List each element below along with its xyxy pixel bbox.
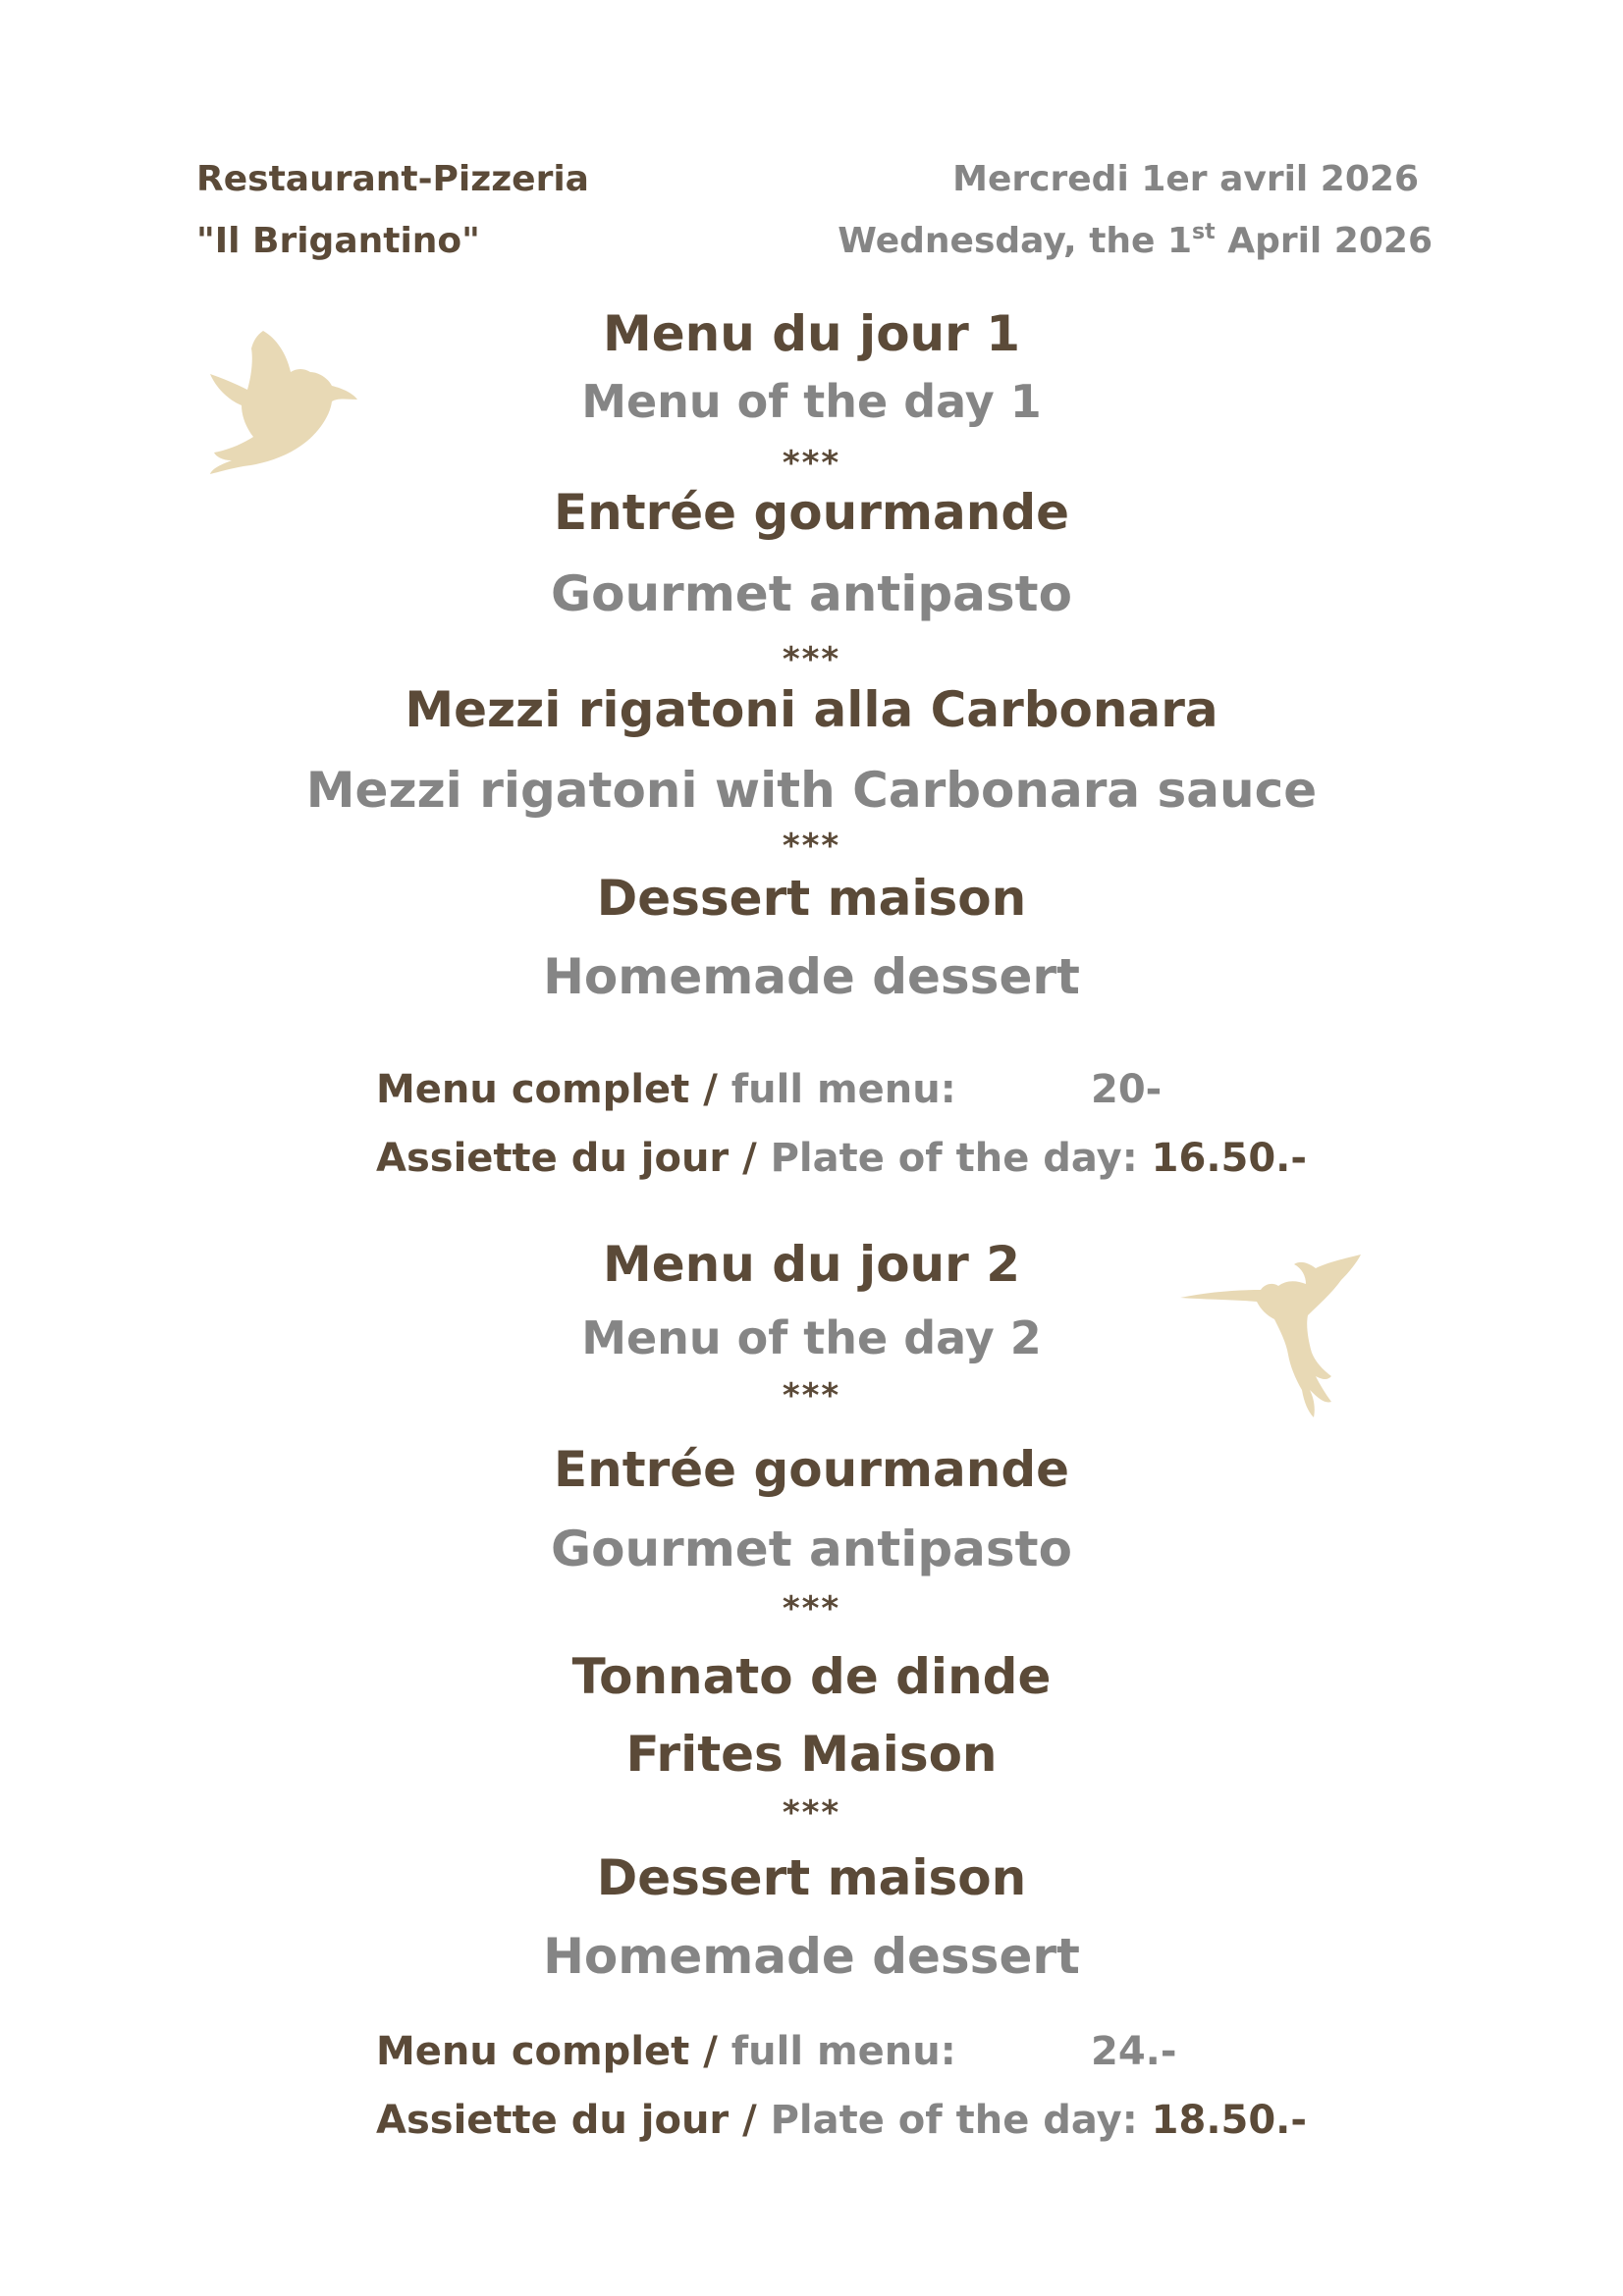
date-french: Mercredi 1er avril 2026 bbox=[952, 159, 1419, 199]
date-english: Wednesday, the 1st April 2026 bbox=[838, 220, 1433, 261]
menu1-title-en: Menu of the day 1 bbox=[581, 375, 1042, 428]
menu2-full-price: 24.- bbox=[1091, 2029, 1177, 2074]
separator: *** bbox=[782, 1793, 841, 1833]
separator: *** bbox=[782, 1376, 841, 1415]
restaurant-type: Restaurant-Pizzeria bbox=[196, 159, 589, 199]
menu2-main-fr: Tonnato de dinde bbox=[571, 1648, 1052, 1705]
menu2-title-fr: Menu du jour 2 bbox=[603, 1236, 1020, 1293]
menu2-plate-price: 18.50.- bbox=[1137, 2098, 1307, 2143]
menu1-starter-en: Gourmet antipasto bbox=[551, 565, 1072, 622]
menu1-full-price-row: Menu complet / full menu: 20- bbox=[376, 1067, 1163, 1112]
separator: *** bbox=[782, 1589, 841, 1629]
menu2-side-fr: Frites Maison bbox=[625, 1726, 998, 1783]
separator: *** bbox=[782, 827, 841, 866]
menu2-plate-price-row: Assiette du jour / Plate of the day: 18.50.- bbox=[376, 2098, 1307, 2143]
menu1-main-fr: Mezzi rigatoni alla Carbonara bbox=[405, 681, 1218, 738]
menu2-starter-fr: Entrée gourmande bbox=[553, 1441, 1070, 1498]
menu2-full-price-row: Menu complet / full menu: 24.- bbox=[376, 2029, 1177, 2074]
date-superscript: st bbox=[1192, 220, 1216, 244]
separator: *** bbox=[782, 640, 841, 679]
menu1-starter-fr: Entrée gourmande bbox=[553, 484, 1070, 541]
menu1-title-fr: Menu du jour 1 bbox=[603, 305, 1020, 362]
menu2-dessert-en: Homemade dessert bbox=[543, 1928, 1080, 1985]
menu2-dessert-fr: Dessert maison bbox=[596, 1849, 1027, 1906]
menu1-plate-price: 16.50.- bbox=[1137, 1136, 1307, 1181]
separator: *** bbox=[782, 444, 841, 483]
restaurant-name: "Il Brigantino" bbox=[196, 221, 480, 261]
menu2-starter-en: Gourmet antipasto bbox=[551, 1521, 1072, 1577]
menu1-dessert-fr: Dessert maison bbox=[596, 870, 1027, 927]
menu1-full-price: 20- bbox=[1091, 1067, 1163, 1112]
menu2-title-en: Menu of the day 2 bbox=[581, 1311, 1042, 1364]
menu1-plate-price-row: Assiette du jour / Plate of the day: 16.50.- bbox=[376, 1136, 1307, 1181]
menu1-main-en: Mezzi rigatoni with Carbonara sauce bbox=[305, 762, 1318, 819]
menu1-dessert-en: Homemade dessert bbox=[543, 948, 1080, 1005]
